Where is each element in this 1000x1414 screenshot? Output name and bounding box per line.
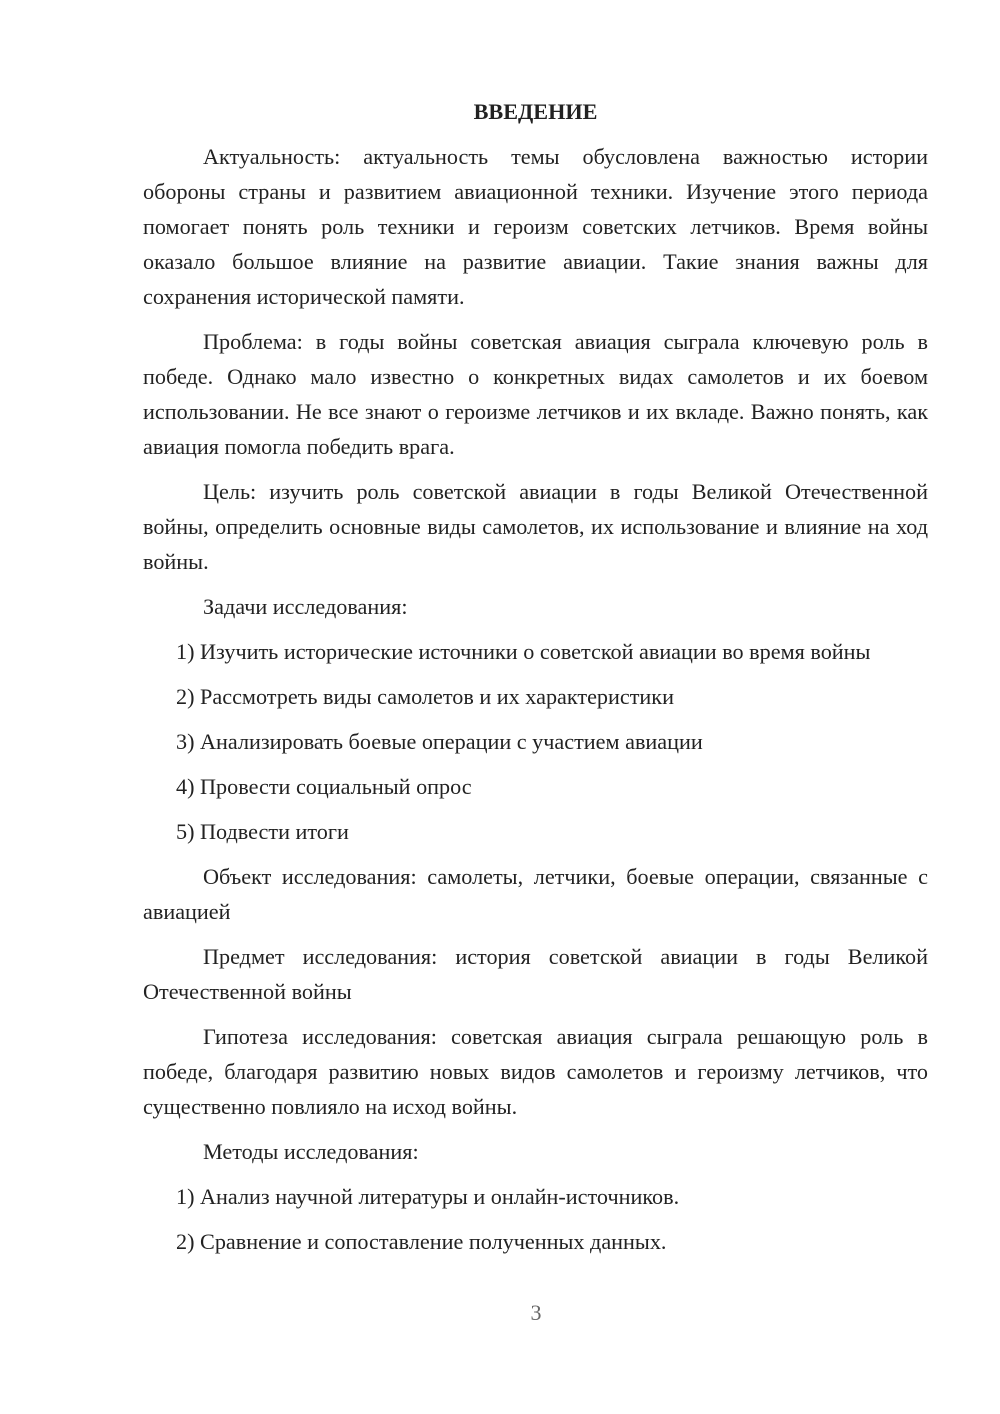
- task-item-1: 1) Изучить исторические источники о советской авиации во время войны: [176, 639, 871, 664]
- paragraph-goal: Цель: изучить роль советской авиации в годы Великой Отечественной войны, определить основные виды самолетов, их использование и влияние на ход войны.: [143, 479, 928, 574]
- task-item-5: 5) Подвести итоги: [176, 819, 349, 844]
- paragraph-relevance: Актуальность: актуальность темы обусловлена важностью истории обороны страны и развитием авиационной техники. Изучение этого периода помогает понять роль техники и героизм советских летчиков. Время войны оказало большое влияние на развитие авиации. Такие знания важны для сохранения исторической памяти.: [143, 144, 928, 309]
- method-item-1: 1) Анализ научной литературы и онлайн-источников.: [176, 1184, 680, 1209]
- paragraph-object: Объект исследования: самолеты, летчики, боевые операции, связанные с авиацией: [143, 864, 928, 924]
- document-page: [143, 94, 928, 1269]
- methods-heading: Методы исследования:: [203, 1139, 419, 1164]
- page-number: 3: [530, 1300, 542, 1325]
- paragraph-hypothesis: Гипотеза исследования: советская авиация сыграла решающую роль в победе, благодаря развитию новых видов самолетов и героизму летчиков, что существенно повлияло на исход войны.: [143, 1024, 928, 1119]
- task-item-3: 3) Анализировать боевые операции с участием авиации: [176, 729, 703, 754]
- paragraph-subject: Предмет исследования: история советской авиации в годы Великой Отечественной войны: [143, 944, 928, 1004]
- paragraph-problem: Проблема: в годы войны советская авиация сыграла ключевую роль в победе. Однако мало известно о конкретных видах самолетов и их боевом использовании. Не все знают о героизме летчиков и их вкладе. Важно понять, как авиация помогла победить врага.: [143, 329, 928, 459]
- method-item-2: 2) Сравнение и сопоставление полученных данных.: [176, 1229, 667, 1254]
- task-item-4: 4) Провести социальный опрос: [176, 774, 472, 799]
- task-item-2: 2) Рассмотреть виды самолетов и их характеристики: [176, 684, 674, 709]
- tasks-heading: Задачи исследования:: [203, 594, 408, 619]
- section-title: ВВЕДЕНИЕ: [473, 99, 598, 124]
